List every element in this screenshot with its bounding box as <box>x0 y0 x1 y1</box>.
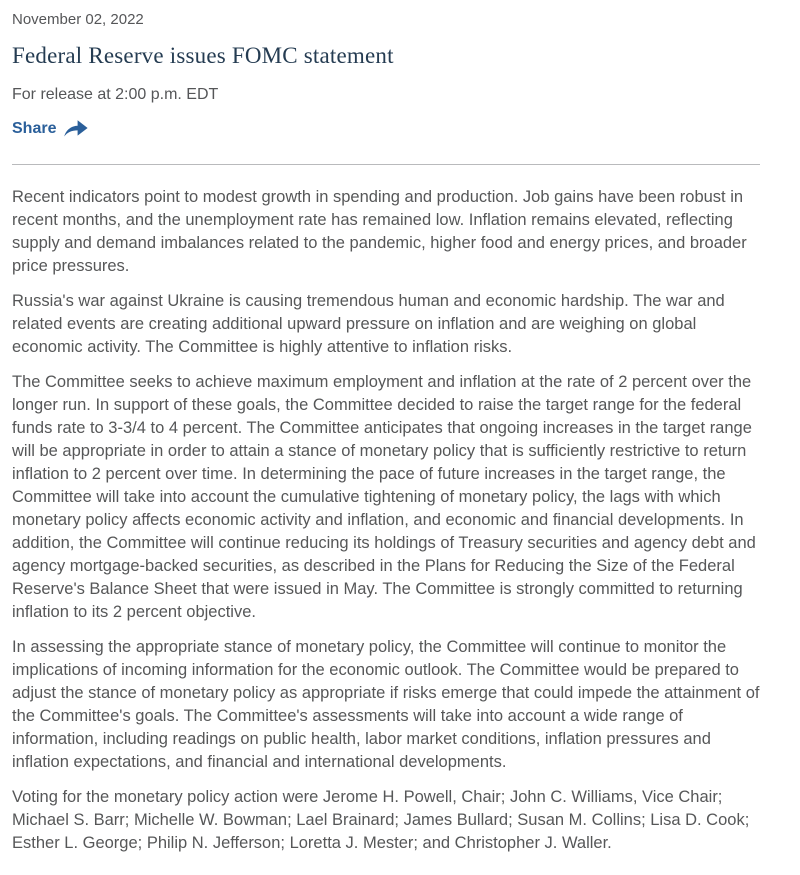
article-paragraph: Recent indicators point to modest growth in spending and production. Job gains have been robust in recent months, and the unemployment rate has remained low. Inflation remains elevated, reflecting supply and demand imbalances related to the pandemic, higher food and energy prices, and broader price pressures. <box>12 188 747 275</box>
share-label: Share <box>12 119 57 137</box>
article-paragraph: The Committee seeks to achieve maximum employment and inflation at the rate of 2 percent over the longer run. In support of these goals, the Committee decided to raise the target range for the federal funds rate to 3-3/4 to 4 percent. The Committee anticipates that ongoing increases in the target range will be appropriate in order to attain a stance of monetary policy that is sufficiently restrictive to return inflation to 2 percent over time. In determining the pace of future increases in the target range, the Committee will take into account the cumulative tightening of monetary policy, the lags with which monetary policy affects economic activity and inflation, and economic and financial developments. In addition, the Committee will continue reducing its holdings of Treasury securities and agency debt and agency mortgage-backed securities, as described in the Plans for Reducing the Size of the Federal Reserve's Balance Sheet that were issued in May. The Committee is strongly committed to returning inflation to its 2 percent objective. <box>12 373 756 621</box>
page-title: Federal Reserve issues FOMC statement <box>12 43 394 68</box>
article-paragraph: Russia's war against Ukraine is causing tremendous human and economic hardship. The war and related events are creating additional upward pressure on inflation and are weighing on global economic activity. The Committee is highly attentive to inflation risks. <box>12 292 725 356</box>
share-arrow-icon <box>63 119 89 138</box>
share-link[interactable] <box>12 119 89 138</box>
article-paragraph: In assessing the appropriate stance of monetary policy, the Committee will continue to monitor the implications of incoming information for the economic outlook. The Committee would be prepared to adjust the stance of monetary policy as appropriate if risks emerge that could impede the attainment of the Committee's goals. The Committee's assessments will take into account a wide range of information, including readings on public health, labor market conditions, inflation pressures and inflation expectations, and financial and international developments. <box>12 638 760 771</box>
release-date: November 02, 2022 <box>12 11 144 28</box>
article-body <box>12 165 764 855</box>
release-time-line: For release at 2:00 p.m. EDT <box>12 86 219 103</box>
article-paragraph: Voting for the monetary policy action were Jerome H. Powell, Chair; John C. Williams, Vice Chair; Michael S. Barr; Michelle W. Bowman; Lael Brainard; James Bullard; Susan M. Collins; Lisa D. Cook; Esther L. George; Philip N. Jefferson; Loretta J. Mester; and Christopher J. Waller. <box>12 788 750 852</box>
